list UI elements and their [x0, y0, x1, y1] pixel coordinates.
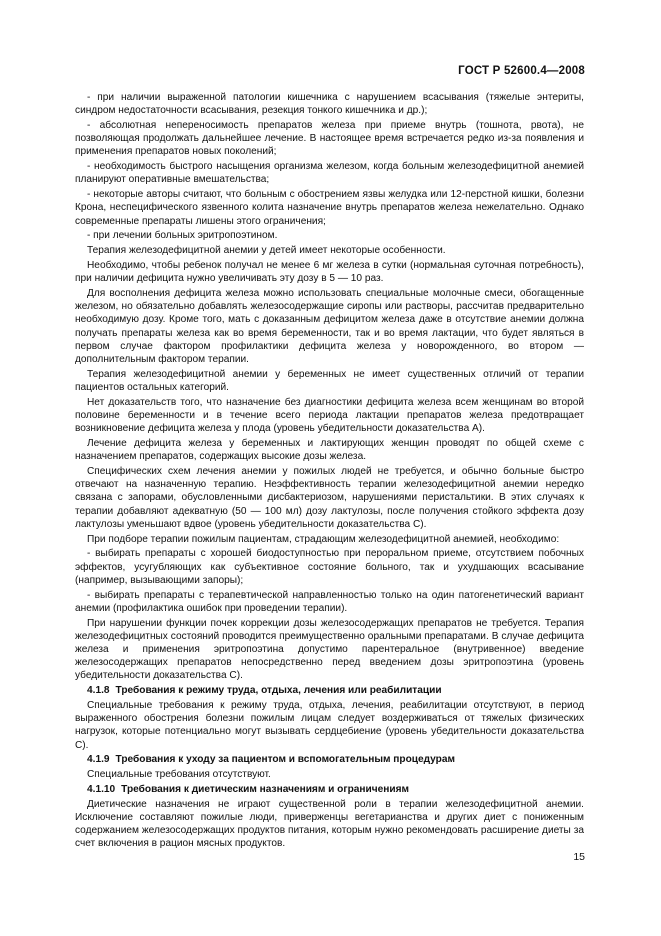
- section-title: Требования к уходу за пациентом и вспомогательным процедурам: [115, 754, 455, 766]
- paragraph: При нарушении функции почек коррекции дозы железосодержащих препаратов не требуется. Терапия железодефицитных состояний проводится преимущественно оральными препаратами. В случае дефицита железа и применения эритропоэтина допустимо парентеральное (внутривенное) введение железосодержащих препаратов непосредственно перед введением дозы эритропоэтина (уровень убедительности доказательства С).: [75, 617, 584, 682]
- paragraph: Специфических схем лечения анемии у пожилых людей не требуется, и обычно больные быстро отвечают на назначенную терапию. Неэффективность терапии железодефицитной анемии нередко связана с запорами, обусловленными дисбактериозом, нарушениями перистальтики. В этих случаях к терапии добавляют адекватную (50 — 100 мл) дозу лактулозы, после получения стойкого эффекта дозу лактулозы уменьшают вдвое (уровень убедительности доказательства С).: [75, 466, 584, 530]
- paragraph: Лечение дефицита железа у беременных и лактирующих женщин проводят по общей схеме с назначением препаратов, содержащих высокие дозы железа.: [75, 438, 584, 463]
- paragraph: - необходимость быстрого насыщения организма железом, когда больным железодефицитной анемией планируют оперативные вмешательства;: [75, 161, 584, 186]
- section-number: 4.1.8: [87, 685, 110, 697]
- paragraph: - абсолютная непереносимость препаратов железа при приеме внутрь (тошнота, рвота), не позволяющая продолжать дальнейшее лечение. В настоящее время встречается редко из-за появления и применения препаратов новых поколений;: [75, 120, 584, 158]
- paragraph: При подборе терапии пожилым пациентам, страдающим железодефицитной анемией, необходимо:: [87, 533, 560, 545]
- section-title: Требования к диетическим назначениям и ограничениям: [121, 784, 409, 796]
- section-number: 4.1.9: [87, 754, 110, 766]
- paragraph: - выбирать препараты с хорошей биодоступностью при пероральном приеме, отсутствием побочных эффектов, усугубляющих как субъективное состояние больного, так и ухудшающих всасывание (например, вызывающими запоры);: [75, 548, 584, 586]
- body-text: [75, 91, 584, 852]
- paragraph: Для восполнения дефицита железа можно использовать специальные молочные смеси, обогащенные железом, но обязательно добавлять железосодержащие сиропы или растворы, рассчитав предварительно необходимую дозу. Кроме того, мать с доказанным дефицитом железа даже в отсутствие анемии должна получать препараты железа как во время беременности, так и во время лактации, что будет являться в первом случае фактором профилактики дефицита железа у новорожденного, во втором — дополнительным фактором терапии.: [75, 288, 584, 366]
- section-text: Диетические назначения не играют существенной роли в терапии железодефицитной анемии. Исключение составляют пожилые люди, приверженцы вегетарианства и других диет с пониженным содержанием железосодержащих продуктов питания, которым нужно рекомендовать расширение диеты за счет включения в рацион мясных продуктов.: [75, 798, 584, 850]
- section-heading-4-1-9: [75, 753, 584, 766]
- section-title: Требования к режиму труда, отдыха, лечения или реабилитации: [115, 685, 442, 697]
- paragraph: Терапия железодефицитной анемии у детей имеет некоторые особенности.: [87, 245, 446, 257]
- document-header: ГОСТ Р 52600.4—2008: [458, 65, 585, 77]
- section-heading-4-1-8: [75, 684, 584, 697]
- section-text: Специальные требования отсутствуют.: [87, 769, 271, 781]
- section-heading-4-1-10: [75, 783, 584, 796]
- page-number: 15: [573, 851, 585, 863]
- paragraph: - некоторые авторы считают, что больным с обострением язвы желудка или 12-перстной кишки, болезни Крона, неспецифического язвенного колита назначение внутрь препаратов железа нежелательно. Однако современные препараты лишены этого ограничения;: [75, 189, 584, 227]
- paragraph: Необходимо, чтобы ребенок получал не менее 6 мг железа в сутки (нормальная суточная потребность), при наличии дефицита нужно увеличивать эту дозу в 5 — 10 раз.: [75, 260, 584, 285]
- paragraph: Нет доказательств того, что назначение без диагностики дефицита железа всем женщинам во второй половине беременности и в течение всего периода лактации препаратов железа предотвращает возникновение дефицита железа у плода (уровень убедительности доказательства А).: [75, 396, 584, 435]
- paragraph: - выбирать препараты с терапевтической направленностью только на один патогенетический вариант анемии (профилактика ошибок при проведении терапии).: [75, 589, 584, 614]
- section-number: 4.1.10: [87, 784, 116, 796]
- paragraph: - при лечении больных эритропоэтином.: [87, 230, 278, 242]
- paragraph: - при наличии выраженной патологии кишечника с нарушением всасывания (тяжелые энтериты, синдром недостаточности всасывания, резекция тонкого кишечника и др.);: [75, 92, 584, 117]
- section-text: Специальные требования к режиму труда, отдыха, лечения, реабилитации отсутствуют, в период выраженного обострения болезни пожилым лицам следует воздерживаться от тяжелых физических нагрузок, которые потенциально могут вызывать сердцебиение (уровень убедительности доказательства С).: [75, 700, 584, 751]
- paragraph: Терапия железодефицитной анемии у беременных не имеет существенных отличий от терапии пациентов остальных категорий.: [75, 368, 584, 394]
